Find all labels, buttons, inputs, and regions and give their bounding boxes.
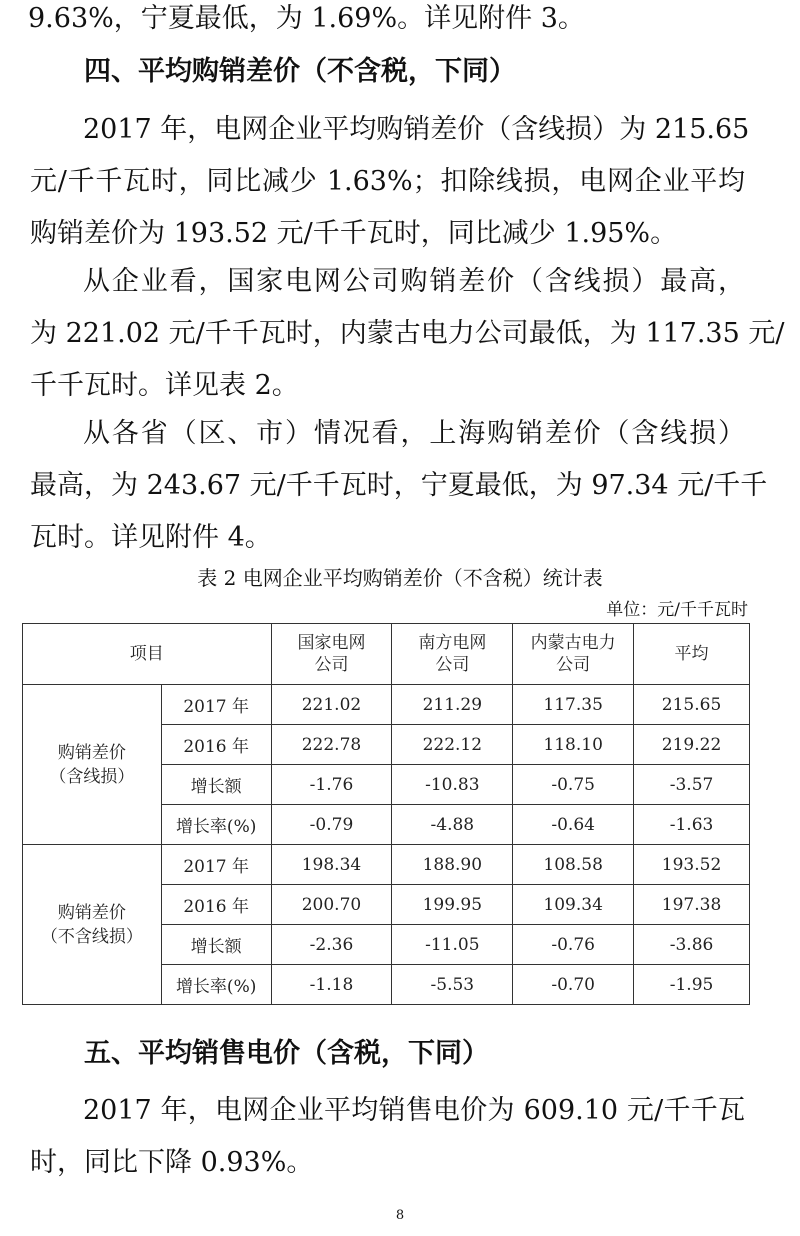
paragraph-line: 最高，为 243.67 元/千千瓦时，宁夏最低，为 97.34 元/千千 <box>30 470 768 501</box>
table-cell: -3.57 <box>634 765 750 805</box>
table-cell: -0.79 <box>271 805 392 845</box>
table-cell: -11.05 <box>392 925 513 965</box>
table-caption: 表 2 电网企业平均购销差价（不含税）统计表 <box>197 566 603 590</box>
table-cell: 197.38 <box>634 885 750 925</box>
section-heading: 五、平均销售电价（含税，下同） <box>84 1038 489 1069</box>
table-cell: 222.78 <box>271 725 392 765</box>
table-cell: 199.95 <box>392 885 513 925</box>
table-header-row <box>23 624 750 685</box>
table-cell: -1.95 <box>634 965 750 1005</box>
row-label: 2017 年 <box>161 845 271 885</box>
paragraph <box>30 256 785 412</box>
paragraph-line: 千千瓦时。详见表 2。 <box>30 370 299 401</box>
table-cell: -1.18 <box>271 965 392 1005</box>
paragraph <box>30 1085 745 1189</box>
price-spread-table <box>22 623 750 1005</box>
table-cell: -3.86 <box>634 925 750 965</box>
row-label: 增长额 <box>161 925 271 965</box>
row-label: 增长额 <box>161 765 271 805</box>
header-item: 项目 <box>23 624 272 685</box>
paragraph-line: 购销差价为 193.52 元/千千瓦时，同比减少 1.95%。 <box>30 218 678 249</box>
table-cell: 193.52 <box>634 845 750 885</box>
paragraph-line: 2017 年，电网企业平均购销差价（含线损）为 215.65 <box>83 114 750 145</box>
row-label: 2016 年 <box>161 885 271 925</box>
header-southern-grid: 南方电网 公司 <box>392 624 513 685</box>
paragraph <box>30 408 768 564</box>
table-row <box>23 685 750 725</box>
table-cell: -0.64 <box>513 805 634 845</box>
table-cell: -0.70 <box>513 965 634 1005</box>
table-cell: -10.83 <box>392 765 513 805</box>
table-cell: -0.75 <box>513 765 634 805</box>
table-cell: 221.02 <box>271 685 392 725</box>
table-cell: -1.63 <box>634 805 750 845</box>
table-cell: 219.22 <box>634 725 750 765</box>
paragraph-line: 2017 年，电网企业平均销售电价为 609.10 元/千千瓦 <box>83 1095 745 1126</box>
table-cell: 222.12 <box>392 725 513 765</box>
table-cell: -0.76 <box>513 925 634 965</box>
row-label: 2017 年 <box>161 685 271 725</box>
row-label: 2016 年 <box>161 725 271 765</box>
header-average: 平均 <box>634 624 750 685</box>
header-state-grid: 国家电网 公司 <box>271 624 392 685</box>
table-row <box>23 845 750 885</box>
section-heading: 四、平均购销差价（不含税，下同） <box>84 56 516 87</box>
table-cell: 117.35 <box>513 685 634 725</box>
table-cell: 200.70 <box>271 885 392 925</box>
header-inner-mongolia-power: 内蒙古电力 公司 <box>513 624 634 685</box>
table-cell: 198.34 <box>271 845 392 885</box>
paragraph <box>30 104 750 260</box>
table-cell: -1.76 <box>271 765 392 805</box>
paragraph-line: 元/千千瓦时，同比减少 1.63%；扣除线损，电网企业平均 <box>30 166 745 197</box>
continuation-line: 9.63%，宁夏最低，为 1.69%。详见附件 3。 <box>28 3 585 34</box>
table-cell: -4.88 <box>392 805 513 845</box>
group-label-with-loss: 购销差价 （含线损） <box>23 685 162 845</box>
table-cell: 215.65 <box>634 685 750 725</box>
page-number: 8 <box>395 1208 405 1223</box>
paragraph-line: 从各省（区、市）情况看，上海购销差价（含线损） <box>83 418 745 449</box>
table-cell: -2.36 <box>271 925 392 965</box>
paragraph-line: 为 221.02 元/千千瓦时，内蒙古电力公司最低，为 117.35 元/ <box>30 318 785 349</box>
table-cell: 109.34 <box>513 885 634 925</box>
paragraph-line: 瓦时。详见附件 4。 <box>30 522 272 553</box>
group-label-without-loss: 购销差价 （不含线损） <box>23 845 162 1005</box>
paragraph-line: 时，同比下降 0.93%。 <box>30 1147 314 1178</box>
paragraph-line: 从企业看，国家电网公司购销差价（含线损）最高， <box>83 266 745 297</box>
table-cell: 108.58 <box>513 845 634 885</box>
row-label: 增长率(%) <box>161 965 271 1005</box>
table-unit: 单位：元/千千瓦时 <box>606 600 748 620</box>
table-cell: 188.90 <box>392 845 513 885</box>
row-label: 增长率(%) <box>161 805 271 845</box>
table-cell: -5.53 <box>392 965 513 1005</box>
table-cell: 118.10 <box>513 725 634 765</box>
table-cell: 211.29 <box>392 685 513 725</box>
